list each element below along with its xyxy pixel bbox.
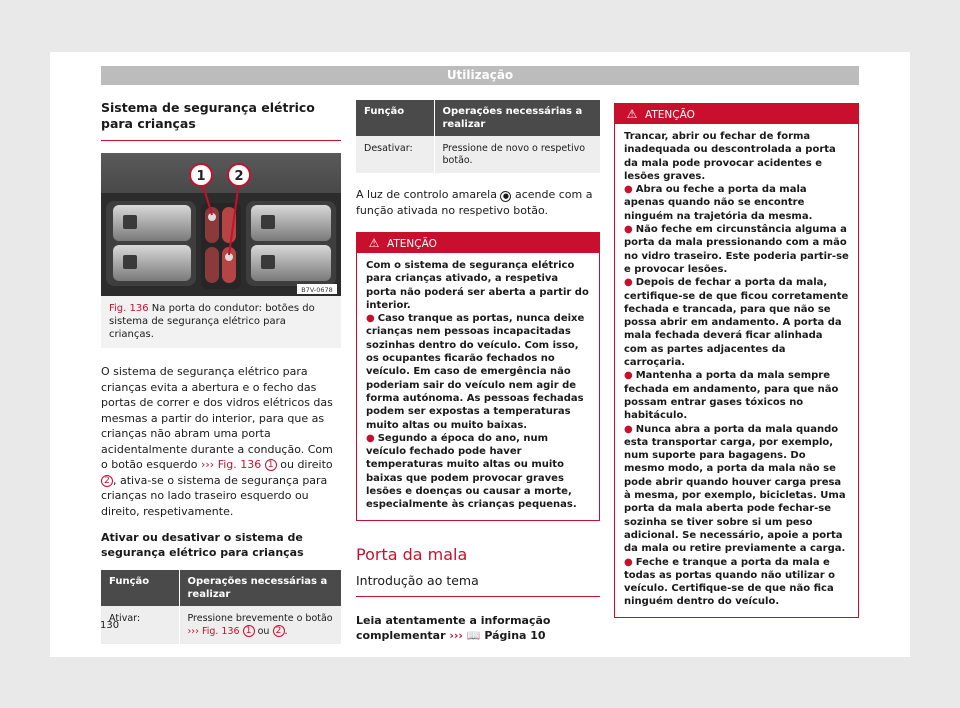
button-ref-2: 2 [273, 625, 285, 637]
table-row [356, 136, 600, 173]
topic-heading: Introdução ao tema [356, 573, 600, 597]
bullet-text: Feche e tranque a porta da mala e todas as portas quando não utilizar o veículo. Certifique-se de que não fica ninguém dentro do veículo. [624, 556, 836, 608]
warning-triangle-icon: ⚠ [626, 107, 638, 121]
para-text-b: acende com a função ativada no respetivo botão. [356, 188, 593, 217]
bullet-icon: ● [366, 432, 375, 444]
warning-box-child-lock [356, 232, 600, 521]
xref-figure-link[interactable]: Fig. 136 [217, 458, 262, 471]
bullet-icon: ● [624, 556, 633, 568]
warning-intro: Trancar, abrir ou fechar de forma inadequada ou descontrolada a porta da mala pode provocar acidentes e lesões graves. [624, 131, 836, 182]
list-item [366, 432, 590, 512]
read-more-paragraph [356, 613, 600, 643]
section-title: Sistema de segurança elétrico para crianças [101, 100, 341, 141]
section-heading-trunk: Porta da mala [356, 544, 468, 564]
list-item [624, 223, 849, 276]
bullet-icon: ● [366, 313, 375, 325]
op-end: . [284, 626, 288, 637]
sub-heading: Ativar ou desativar o sistema de segurança elétrico para crianças [101, 531, 304, 559]
deactivation-table [356, 100, 600, 173]
button-ref-2: 2 [101, 475, 113, 487]
bullet-text: Depois de fechar a porta da mala, certifique-se de que ficou corretamente fechada e trancada, para que não se possa abrir em andamento. A porta da mala fechada deverá ficar alinhada com as partes adjacentes da carroçaria. [624, 277, 849, 369]
bullet-icon: ● [624, 184, 633, 196]
warning-title: ATENÇÃO [387, 238, 437, 250]
chapter-header: Utilização [101, 66, 859, 85]
op-text: Pressione brevemente o botão [187, 613, 333, 624]
caption-text: Na porta do condutor: botões do sistema de segurança elétrico para crianças. [109, 303, 315, 340]
bullet-icon: ● [624, 224, 633, 236]
list-item [624, 276, 849, 369]
bullet-text: Segundo a época do ano, num veículo fechado pode haver temperaturas muito altas ou muito baixas que podem provocar graves lesões e doenças ou causar a morte, especialmente às crianças pequenas. [366, 432, 577, 511]
bullet-text: Abra ou feche a porta da mala apenas quando não se encontre ninguém na trajetória da mesma. [624, 184, 813, 222]
table-row [101, 606, 341, 644]
figure-caption [101, 296, 341, 348]
xref-arrow: ››› [187, 626, 199, 637]
warning-body [357, 253, 599, 520]
bullet-text: Caso tranque as portas, nunca deixe crianças nem pessoas incapacitadas sozinhas dentro do veículo. Com isso, os ocupantes ficarão fechados no veículo. Em caso de emergência não poderiam sair do veículo nem agir de forma autónoma. As pessoas fechadas podem ser expostas a temperaturas muito altas ou muito baixas. [366, 313, 585, 431]
warning-triangle-icon: ⚠ [368, 236, 380, 250]
table-header-operations: Operações necessárias a realizar [434, 100, 600, 136]
table-cell-activate-op [179, 606, 341, 644]
table-header-operations: Operações necessárias a realizar [179, 570, 341, 606]
read-text: Leia atentamente a informação complementar [356, 613, 551, 642]
figure-code: B7V-0678 [301, 286, 333, 294]
warning-title: ATENÇÃO [645, 109, 695, 121]
table-cell-deactivate: Desativar: [356, 136, 434, 173]
para-text-3: , ativa-se o sistema de segurança para crianças no lado traseiro esquerdo ou direito, respetivamente. [101, 473, 328, 518]
book-icon: 📖 [466, 628, 481, 642]
para-text-a: A luz de controlo amarela [356, 188, 497, 201]
page-reference-link[interactable]: Página 10 [484, 628, 546, 642]
button-ref-1: 1 [243, 625, 255, 637]
warning-intro: Com o sistema de segurança elétrico para crianças ativado, a respetiva porta não poderá ser aberta a partir do interior. [366, 260, 589, 311]
activation-table [101, 570, 341, 644]
warning-header [357, 233, 599, 253]
callout-2: 2 [234, 169, 244, 184]
bullet-icon: ● [624, 370, 633, 382]
control-light-paragraph [356, 187, 600, 218]
intro-paragraph [101, 364, 341, 519]
list-item [366, 312, 590, 432]
para-text-2: ou direito [280, 458, 333, 471]
bullet-text: Não feche em circunstância alguma a porta da mala pressionando com a mão no vidro traseiro. Este poderia partir-se e provocar lesões. [624, 224, 849, 275]
xref-figure-link[interactable]: Fig. 136 [201, 626, 240, 637]
table-cell-activate: Ativar: [101, 606, 179, 644]
bullet-text: Mantenha a porta da mala sempre fechada em andamento, para que não possam entrar gases tóxicos no habitáculo. [624, 370, 839, 422]
table-cell-deactivate-op: Pressione de novo o respetivo botão. [434, 136, 600, 173]
warning-box-trunk [614, 103, 859, 618]
warning-body [615, 124, 858, 617]
warning-header [615, 104, 858, 124]
figure-door-buttons [101, 153, 341, 296]
callout-1: 1 [196, 169, 206, 184]
list-item [624, 556, 849, 609]
table-header-function: Função [101, 570, 179, 606]
list-item [624, 369, 849, 422]
bullet-text: Nunca abra a porta da mala quando esta transportar carga, por exemplo, num suporte para bagagens. Do mesmo modo, a porta da mala não se pode abrir quando houver carga presa à mesma, por exemplo, bicicletas. Uma porta da mala aberta pode fechar-se sozinha se tiver sobre si um peso adicional. Se necessário, apoie a porta da mala ou retire previamente a carga. [624, 423, 846, 555]
door-buttons-illustration [101, 153, 341, 296]
button-ref-1: 1 [265, 459, 277, 471]
column-2 [356, 100, 600, 643]
table-header-function: Função [356, 100, 434, 136]
child-lock-indicator-icon: ● [500, 191, 511, 202]
xref-arrow: ››› [449, 628, 463, 642]
list-item [624, 183, 849, 223]
column-1 [101, 100, 341, 644]
para-text-1: O sistema de segurança elétrico para crianças evita a abertura e o fecho das portas de correr e dos vidros elétricos das mesmas a partir do interior, para que as crianças não abram uma porta acidentalmente durante a condução. Com o botão esquerdo [101, 365, 333, 471]
xref-arrow: ››› [200, 458, 215, 471]
bullet-icon: ● [624, 423, 633, 435]
page-number: 130 [100, 620, 120, 631]
list-item [624, 423, 849, 556]
caption-label: Fig. 136 [109, 303, 149, 314]
column-3 [614, 103, 859, 618]
bullet-icon: ● [624, 277, 633, 289]
op-or: ou [257, 626, 270, 637]
